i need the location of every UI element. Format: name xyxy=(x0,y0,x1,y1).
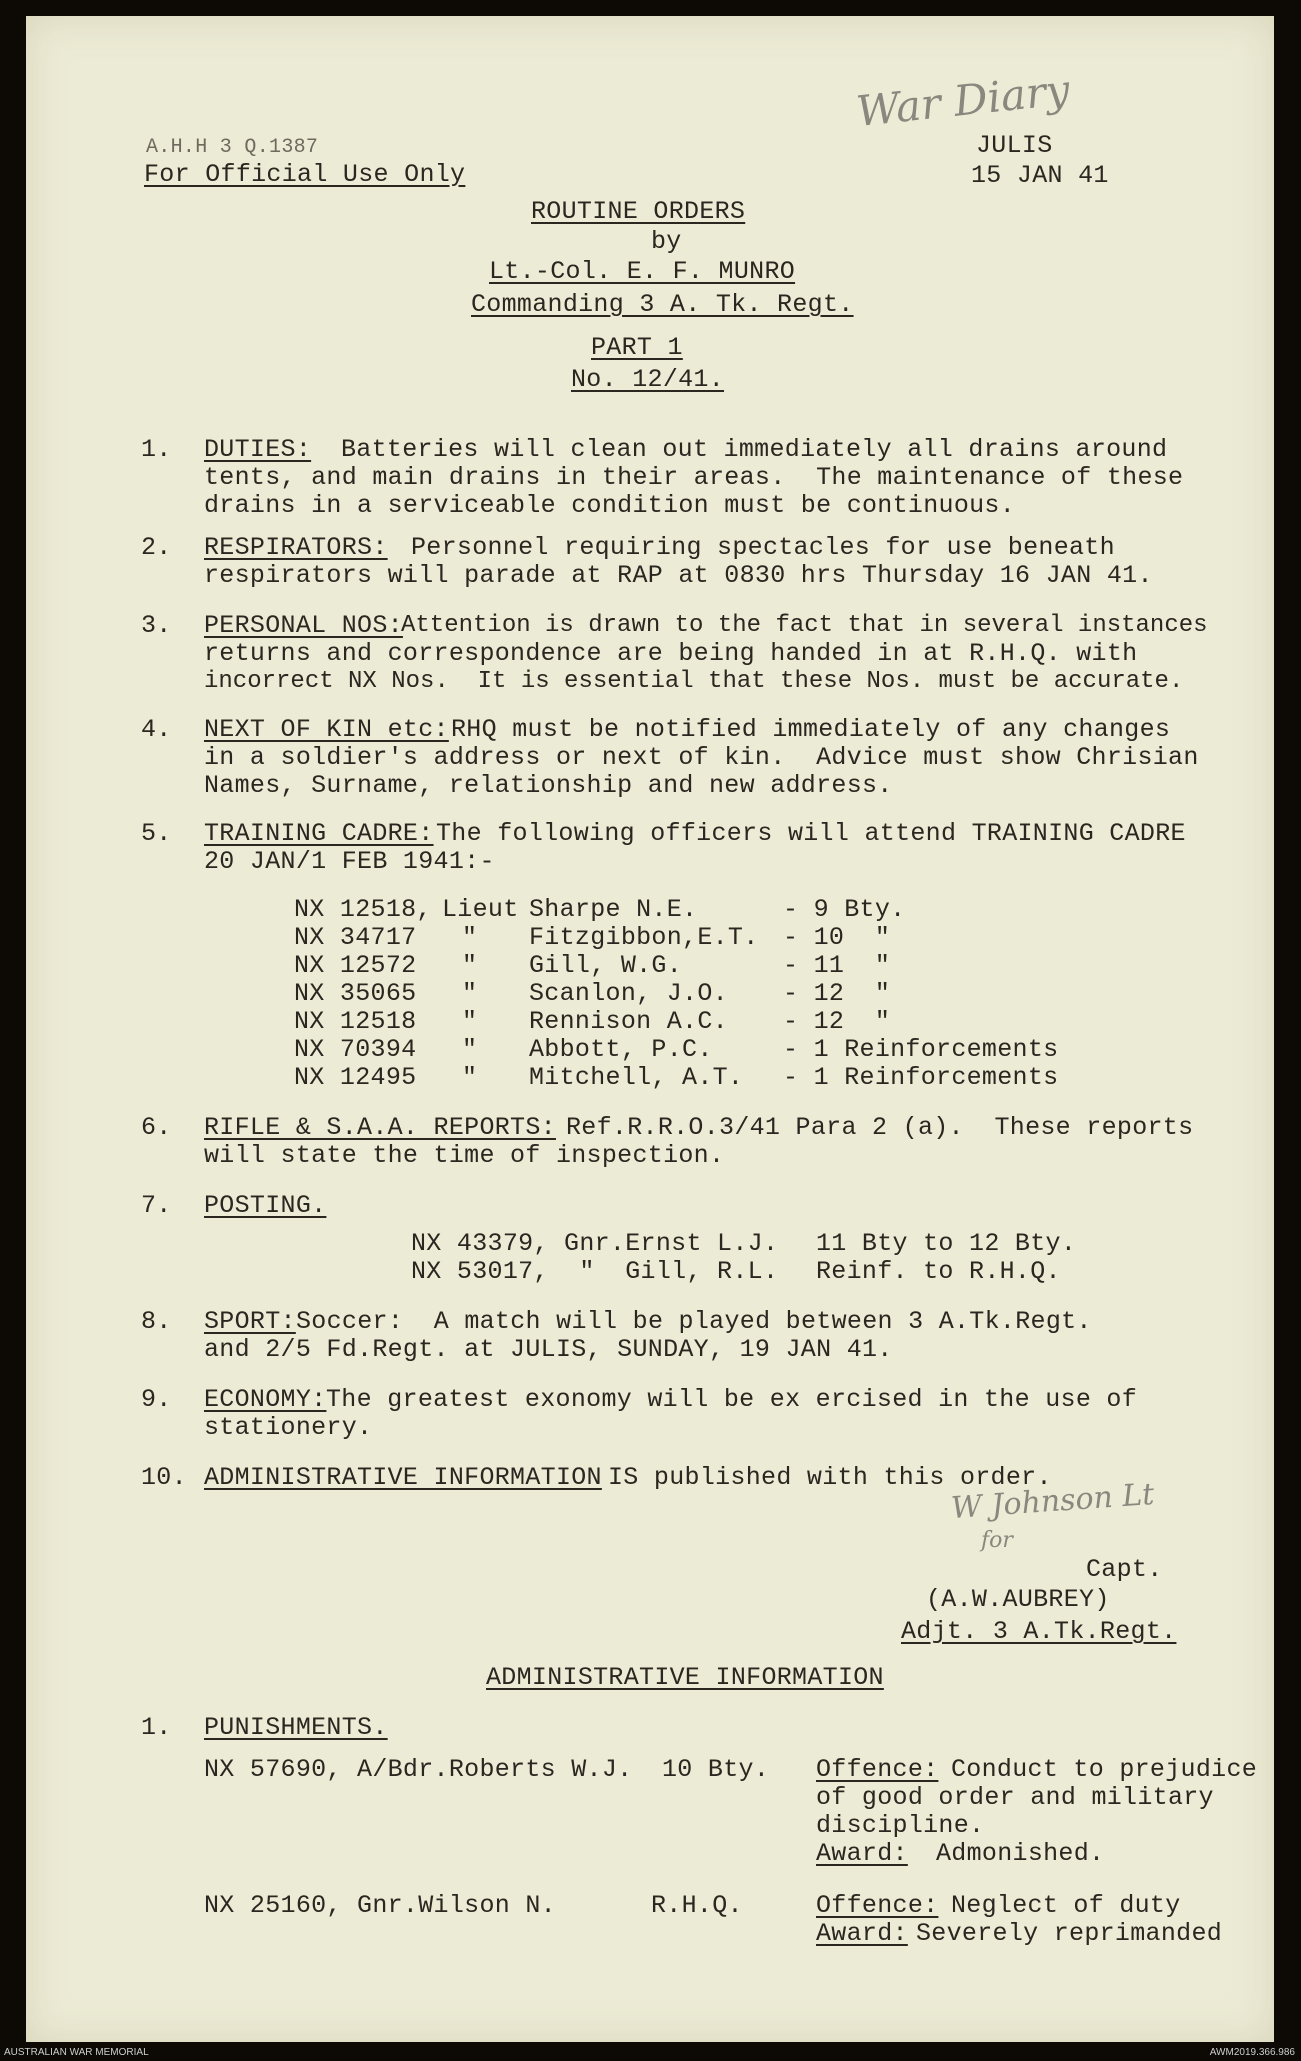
cadre-number: NX 12518, xyxy=(294,895,432,924)
item-line: stationery. xyxy=(204,1413,373,1442)
item-number: 5. xyxy=(141,819,172,848)
award-text: Admonished. xyxy=(936,1839,1105,1868)
item-line: Soccer: A match will be played between 3 A.Tk.Regt. xyxy=(296,1307,1092,1336)
item-line: Attention is drawn to the fact that in several instances xyxy=(401,612,1208,639)
commanding-unit: Commanding 3 A. Tk. Regt. xyxy=(471,290,854,319)
item-line: Ref.R.R.O.3/41 Para 2 (a). These reports xyxy=(566,1113,1194,1142)
admin-subheading: PUNISHMENTS. xyxy=(204,1713,388,1742)
item-line: drains in a serviceable condition must be continuous. xyxy=(204,491,1016,520)
cadre-rank: Lieut xyxy=(442,895,519,924)
official-use-label: For Official Use Only xyxy=(144,160,466,189)
handwritten-signature: W Johnson Lt xyxy=(950,1476,1156,1527)
offence-text: Neglect of duty xyxy=(951,1891,1181,1920)
cadre-name: Gill, W.G. xyxy=(529,951,683,980)
item-line: and 2/5 Fd.Regt. at JULIS, SUNDAY, 19 JAN 41. xyxy=(204,1335,893,1364)
item-number: 8. xyxy=(141,1307,172,1336)
posting-move: Reinf. to R.H.Q. xyxy=(816,1257,1061,1286)
commander-name: Lt.-Col. E. F. MUNRO xyxy=(489,257,796,286)
posting-move: 11 Bty to 12 Bty. xyxy=(816,1229,1077,1258)
item-heading: TRAINING CADRE: xyxy=(204,819,434,848)
cadre-rank: " xyxy=(462,951,478,980)
cadre-rank: " xyxy=(462,1007,478,1036)
handwritten-initials: for xyxy=(981,1528,1013,1553)
cadre-name: Fitzgibbon,E.T. xyxy=(529,923,759,952)
cadre-rank: " xyxy=(462,1063,478,1092)
item-heading: PERSONAL NOS: xyxy=(204,611,403,640)
cadre-unit: - 11 " xyxy=(783,951,891,980)
admin-item-number: 1. xyxy=(141,1713,172,1742)
item-line: in a soldier's address or next of kin. Advice must show Chrisian xyxy=(204,743,1199,772)
handwritten-war-diary-note: War Diary xyxy=(854,64,1072,137)
order-number: No. 12/41. xyxy=(571,365,725,394)
offence-text: discipline. xyxy=(816,1811,985,1840)
reference-line: A.H.H 3 Q.1387 xyxy=(146,136,319,159)
cadre-unit: - 12 " xyxy=(783,979,891,1008)
signatory-rank: Capt. xyxy=(1086,1555,1163,1584)
cadre-unit: - 1 Reinforcements xyxy=(783,1063,1059,1092)
archive-footer xyxy=(0,2044,1301,2061)
item-line: RHQ must be notified immediately of any changes xyxy=(451,715,1171,744)
cadre-number: NX 12518 xyxy=(294,1007,417,1036)
punishment-unit: R.H.Q. xyxy=(651,1891,743,1920)
item-line: 20 JAN/1 FEB 1941:- xyxy=(204,847,495,876)
cadre-unit: - 9 Bty. xyxy=(783,895,906,924)
document-page xyxy=(26,16,1274,2042)
cadre-number: NX 35065 xyxy=(294,979,417,1008)
award-label: Award: xyxy=(816,1919,908,1948)
archive-id: AWM2019.366.986 xyxy=(1209,2047,1295,2058)
item-number: 9. xyxy=(141,1385,172,1414)
item-number: 4. xyxy=(141,715,172,744)
posting-entry: NX 43379, Gnr.Ernst L.J. xyxy=(411,1229,779,1258)
posting-entry: NX 53017, " Gill, R.L. xyxy=(411,1257,779,1286)
cadre-rank: " xyxy=(462,1035,478,1064)
cadre-unit: - 10 " xyxy=(783,923,891,952)
punishment-who: NX 57690, A/Bdr.Roberts W.J. xyxy=(204,1755,633,1784)
item-heading: RESPIRATORS: xyxy=(204,533,388,562)
archive-name: AUSTRALIAN WAR MEMORIAL xyxy=(4,2047,149,2058)
item-number: 7. xyxy=(141,1191,172,1220)
cadre-number: NX 70394 xyxy=(294,1035,417,1064)
cadre-name: Scanlon, J.O. xyxy=(529,979,728,1008)
document-title: ROUTINE ORDERS xyxy=(531,197,746,226)
item-heading: NEXT OF KIN etc: xyxy=(204,715,449,744)
item-line: respirators will parade at RAP at 0830 hrs Thursday 16 JAN 41. xyxy=(204,561,1153,590)
item-line: tents, and main drains in their areas. The maintenance of these xyxy=(204,463,1184,492)
item-line: returns and correspondence are being handed in at R.H.Q. with xyxy=(204,639,1138,668)
item-heading: ECONOMY: xyxy=(204,1385,327,1414)
admin-heading: ADMINISTRATIVE INFORMATION xyxy=(486,1663,884,1692)
item-heading: ADMINISTRATIVE INFORMATION xyxy=(204,1463,602,1492)
item-heading: DUTIES: xyxy=(204,435,312,464)
cadre-name: Sharpe N.E. xyxy=(529,895,698,924)
award-text: Severely reprimanded xyxy=(916,1919,1223,1948)
cadre-number: NX 34717 xyxy=(294,923,417,952)
cadre-rank: " xyxy=(462,979,478,1008)
offence-text: of good order and military xyxy=(816,1783,1214,1812)
part-label: PART 1 xyxy=(591,333,683,362)
cadre-unit: - 1 Reinforcements xyxy=(783,1035,1059,1064)
item-heading: SPORT: xyxy=(204,1307,296,1336)
cadre-unit: - 12 " xyxy=(783,1007,891,1036)
signatory-title: Adjt. 3 A.Tk.Regt. xyxy=(901,1617,1177,1646)
item-number: 6. xyxy=(141,1113,172,1142)
punishment-who: NX 25160, Gnr.Wilson N. xyxy=(204,1891,556,1920)
item-line: will state the time of inspection. xyxy=(204,1141,725,1170)
offence-label: Offence: xyxy=(816,1891,939,1920)
date-label: 15 JAN 41 xyxy=(971,161,1109,190)
item-line: IS published with this order. xyxy=(608,1463,1052,1492)
place-label: JULIS xyxy=(976,131,1053,160)
punishment-unit: 10 Bty. xyxy=(662,1755,770,1784)
item-line: Personnel requiring spectacles for use beneath xyxy=(411,533,1115,562)
title-by: by xyxy=(651,227,682,256)
item-number: 3. xyxy=(141,611,172,640)
item-line: The following officers will attend TRAINING CADRE xyxy=(436,819,1186,848)
offence-text: Conduct to prejudice xyxy=(951,1755,1258,1784)
cadre-rank: " xyxy=(462,923,478,952)
item-heading: POSTING. xyxy=(204,1191,327,1220)
cadre-number: NX 12495 xyxy=(294,1063,417,1092)
item-number: 1. xyxy=(141,435,172,464)
cadre-name: Mitchell, A.T. xyxy=(529,1063,744,1092)
item-number: 2. xyxy=(141,533,172,562)
cadre-name: Abbott, P.C. xyxy=(529,1035,713,1064)
item-line: incorrect NX Nos. It is essential that these Nos. must be accurate. xyxy=(204,668,1184,695)
cadre-number: NX 12572 xyxy=(294,951,417,980)
cadre-name: Rennison A.C. xyxy=(529,1007,728,1036)
item-line: Batteries will clean out immediately all drains around xyxy=(341,435,1168,464)
signatory-name: (A.W.AUBREY) xyxy=(926,1585,1110,1614)
item-number: 10. xyxy=(141,1463,187,1492)
award-label: Award: xyxy=(816,1839,908,1868)
item-line: Names, Surname, relationship and new address. xyxy=(204,771,893,800)
offence-label: Offence: xyxy=(816,1755,939,1784)
item-line: The greatest exonomy will be ex ercised in the use of xyxy=(326,1385,1138,1414)
item-heading: RIFLE & S.A.A. REPORTS: xyxy=(204,1113,556,1142)
